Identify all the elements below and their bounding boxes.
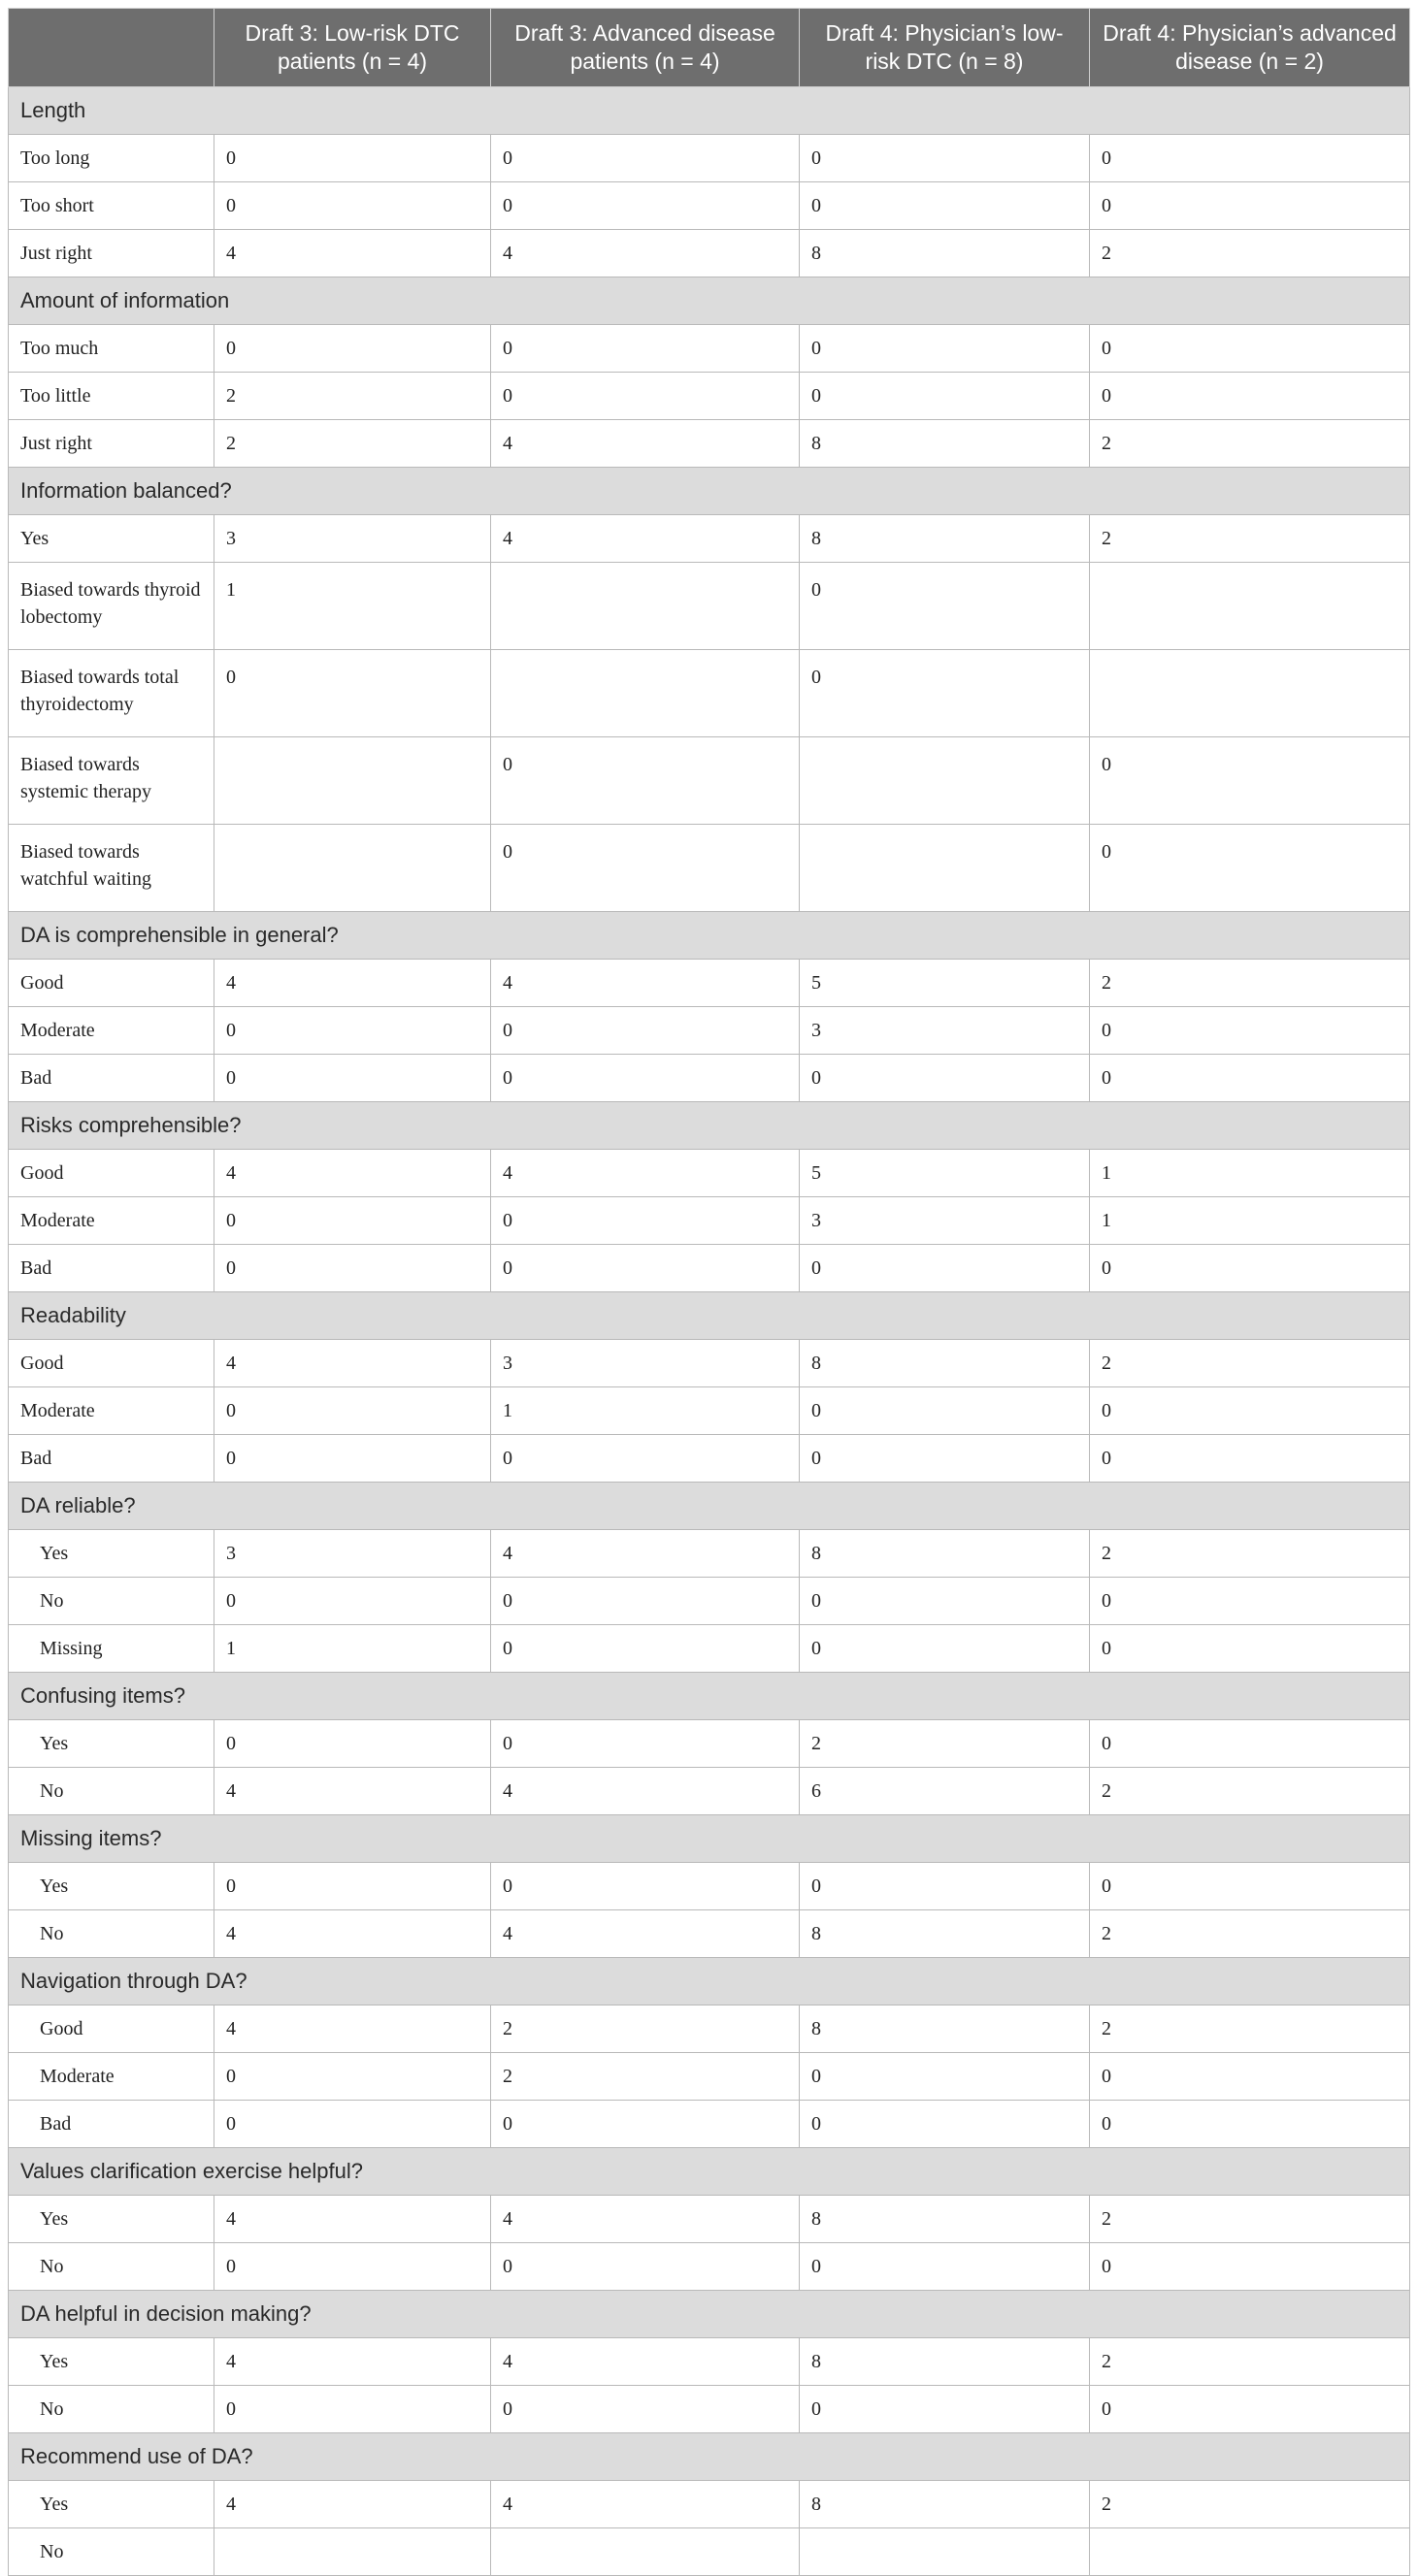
table-row [9,1910,1410,1958]
value-cell: 0 [1090,825,1410,912]
value-cell: 2 [1090,1340,1410,1387]
value-cell: 0 [1090,1863,1410,1910]
value-cell: 2 [1090,2196,1410,2243]
value-cell: 4 [491,420,800,468]
value-cell: 0 [491,135,800,182]
value-cell: 0 [214,2243,491,2291]
value-cell [800,2528,1090,2576]
row-label: Yes [9,2338,214,2386]
value-cell: 1 [491,1387,800,1435]
value-cell: 8 [800,1340,1090,1387]
value-cell: 2 [491,2005,800,2053]
value-cell: 8 [800,1530,1090,1578]
table-row [9,1245,1410,1292]
section-header-row [9,1102,1410,1150]
value-cell: 4 [214,1340,491,1387]
table-row [9,650,1410,737]
table-row [9,420,1410,468]
section-header-row [9,277,1410,325]
header-draft4-advanced: Draft 4: Physician’s advanced disease (n = 2) [1090,9,1410,87]
value-cell: 0 [491,1578,800,1625]
value-cell [491,650,800,737]
row-label: Just right [9,420,214,468]
value-cell: 0 [1090,2243,1410,2291]
value-cell: 2 [214,373,491,420]
row-label: Too little [9,373,214,420]
value-cell: 2 [214,420,491,468]
row-label: Just right [9,230,214,277]
value-cell: 0 [800,182,1090,230]
value-cell: 1 [1090,1150,1410,1197]
value-cell: 0 [800,1863,1090,1910]
value-cell: 0 [1090,1387,1410,1435]
table-row [9,515,1410,563]
table-row [9,1435,1410,1483]
table-row [9,2005,1410,2053]
value-cell: 0 [800,563,1090,650]
section-title: Recommend use of DA? [9,2433,1410,2481]
value-cell: 2 [1090,420,1410,468]
row-label: Missing [9,1625,214,1673]
row-label: Moderate [9,1007,214,1055]
row-label: No [9,2528,214,2576]
value-cell: 0 [800,1578,1090,1625]
value-cell: 0 [214,1863,491,1910]
section-header-row [9,2291,1410,2338]
value-cell: 6 [800,1768,1090,1815]
value-cell: 0 [1090,1625,1410,1673]
table-row [9,1387,1410,1435]
table-row [9,825,1410,912]
table-row [9,135,1410,182]
section-header-row [9,1292,1410,1340]
section-header-row [9,468,1410,515]
value-cell: 4 [214,2338,491,2386]
value-cell: 4 [491,1150,800,1197]
section-title: Confusing items? [9,1673,1410,1720]
value-cell: 0 [491,182,800,230]
value-cell: 0 [1090,135,1410,182]
value-cell [1090,563,1410,650]
row-label: Bad [9,1055,214,1102]
table-row [9,737,1410,825]
value-cell: 0 [214,2386,491,2433]
table-body [9,87,1410,2576]
row-label: Yes [9,1720,214,1768]
row-label: No [9,1910,214,1958]
table-row [9,2243,1410,2291]
value-cell: 4 [491,2196,800,2243]
value-cell: 0 [800,2386,1090,2433]
value-cell [491,563,800,650]
header-draft4-lowrisk: Draft 4: Physician’s low-risk DTC (n = 8) [800,9,1090,87]
value-cell: 0 [1090,2053,1410,2101]
value-cell: 0 [491,1055,800,1102]
value-cell: 4 [491,2481,800,2528]
section-title: Amount of information [9,277,1410,325]
table-row [9,2338,1410,2386]
results-table [8,8,1410,2576]
value-cell: 1 [214,563,491,650]
value-cell: 0 [491,1720,800,1768]
value-cell: 0 [491,1863,800,1910]
value-cell: 4 [491,960,800,1007]
value-cell: 0 [214,2053,491,2101]
row-label: Good [9,960,214,1007]
value-cell: 0 [800,1055,1090,1102]
value-cell: 8 [800,1910,1090,1958]
row-label: Good [9,1340,214,1387]
table-row [9,373,1410,420]
header-draft3-lowrisk: Draft 3: Low-risk DTC patients (n = 4) [214,9,491,87]
value-cell: 4 [214,2005,491,2053]
value-cell: 2 [1090,230,1410,277]
value-cell: 5 [800,960,1090,1007]
value-cell: 0 [800,2243,1090,2291]
results-table-container [8,8,1409,2576]
section-title: Readability [9,1292,1410,1340]
value-cell: 1 [1090,1197,1410,1245]
value-cell [214,825,491,912]
value-cell [800,737,1090,825]
value-cell: 0 [214,182,491,230]
table-row [9,960,1410,1007]
value-cell: 0 [800,135,1090,182]
value-cell: 0 [1090,1435,1410,1483]
table-row [9,1007,1410,1055]
value-cell: 0 [1090,373,1410,420]
value-cell: 0 [491,1625,800,1673]
table-row [9,1340,1410,1387]
value-cell: 4 [491,2338,800,2386]
table-row [9,1863,1410,1910]
value-cell: 0 [800,1245,1090,1292]
value-cell: 3 [800,1007,1090,1055]
section-title: Risks comprehensible? [9,1102,1410,1150]
section-header-row [9,912,1410,960]
value-cell: 0 [1090,1007,1410,1055]
value-cell: 2 [800,1720,1090,1768]
row-label: Yes [9,515,214,563]
value-cell [1090,2528,1410,2576]
value-cell: 0 [800,1387,1090,1435]
section-header-row [9,1958,1410,2005]
value-cell: 0 [214,325,491,373]
value-cell: 4 [214,2481,491,2528]
value-cell: 0 [214,650,491,737]
section-header-row [9,87,1410,135]
table-row [9,1197,1410,1245]
header-blank [9,9,214,87]
value-cell: 0 [1090,1055,1410,1102]
value-cell: 0 [214,1055,491,1102]
value-cell [800,825,1090,912]
row-label: Too short [9,182,214,230]
value-cell: 2 [491,2053,800,2101]
value-cell: 0 [214,135,491,182]
value-cell: 0 [214,1720,491,1768]
value-cell: 0 [491,737,800,825]
value-cell: 4 [214,230,491,277]
value-cell: 0 [491,1435,800,1483]
value-cell: 2 [1090,960,1410,1007]
row-label: Yes [9,2481,214,2528]
value-cell: 2 [1090,2338,1410,2386]
value-cell: 0 [214,1387,491,1435]
value-cell: 0 [491,2101,800,2148]
section-title: Length [9,87,1410,135]
value-cell: 4 [491,1910,800,1958]
table-header [9,9,1410,87]
value-cell: 8 [800,420,1090,468]
value-cell: 0 [491,2243,800,2291]
table-row [9,1055,1410,1102]
row-label: Yes [9,1863,214,1910]
value-cell [214,2528,491,2576]
value-cell: 3 [214,515,491,563]
value-cell: 0 [800,650,1090,737]
row-label: Too long [9,135,214,182]
value-cell: 0 [1090,1578,1410,1625]
table-row [9,2053,1410,2101]
value-cell: 1 [214,1625,491,1673]
section-title: DA reliable? [9,1483,1410,1530]
value-cell: 4 [491,1530,800,1578]
value-cell: 3 [214,1530,491,1578]
value-cell: 2 [1090,2005,1410,2053]
value-cell: 0 [491,1245,800,1292]
table-row [9,1150,1410,1197]
row-label: No [9,2243,214,2291]
value-cell: 0 [1090,2386,1410,2433]
value-cell: 4 [491,230,800,277]
table-row [9,2196,1410,2243]
value-cell: 0 [214,1007,491,1055]
value-cell: 0 [491,2386,800,2433]
value-cell: 4 [214,1150,491,1197]
value-cell: 0 [1090,325,1410,373]
value-cell: 2 [1090,515,1410,563]
row-label: Moderate [9,1387,214,1435]
value-cell: 4 [214,2196,491,2243]
row-label: Bad [9,2101,214,2148]
section-header-row [9,2148,1410,2196]
table-row [9,1530,1410,1578]
value-cell: 4 [491,515,800,563]
row-label: Moderate [9,2053,214,2101]
value-cell: 2 [1090,1910,1410,1958]
value-cell: 0 [1090,737,1410,825]
table-row [9,1768,1410,1815]
row-label: No [9,1768,214,1815]
value-cell: 5 [800,1150,1090,1197]
row-label: Biased towards thyroid lobectomy [9,563,214,650]
header-row [9,9,1410,87]
table-row [9,182,1410,230]
row-label: Bad [9,1435,214,1483]
section-title: Information balanced? [9,468,1410,515]
row-label: Too much [9,325,214,373]
value-cell: 4 [214,960,491,1007]
table-row [9,2528,1410,2576]
value-cell: 8 [800,2481,1090,2528]
section-header-row [9,1673,1410,1720]
value-cell: 0 [800,373,1090,420]
value-cell: 0 [491,825,800,912]
section-title: DA helpful in decision making? [9,2291,1410,2338]
row-label: Yes [9,1530,214,1578]
table-row [9,230,1410,277]
value-cell: 8 [800,230,1090,277]
value-cell: 0 [214,1435,491,1483]
value-cell: 0 [491,373,800,420]
value-cell: 0 [1090,2101,1410,2148]
row-label: Biased towards systemic therapy [9,737,214,825]
section-title: Missing items? [9,1815,1410,1863]
section-header-row [9,1815,1410,1863]
value-cell: 8 [800,515,1090,563]
table-row [9,1720,1410,1768]
value-cell: 3 [800,1197,1090,1245]
table-row [9,2481,1410,2528]
row-label: Good [9,1150,214,1197]
section-header-row [9,2433,1410,2481]
value-cell: 2 [1090,1768,1410,1815]
value-cell: 0 [491,1197,800,1245]
section-title: DA is comprehensible in general? [9,912,1410,960]
row-label: Biased towards total thyroidectomy [9,650,214,737]
row-label: Biased towards watchful waiting [9,825,214,912]
table-row [9,563,1410,650]
value-cell: 0 [214,1578,491,1625]
section-title: Navigation through DA? [9,1958,1410,2005]
value-cell: 8 [800,2196,1090,2243]
value-cell: 0 [800,1435,1090,1483]
value-cell: 2 [1090,2481,1410,2528]
value-cell [214,737,491,825]
value-cell: 4 [214,1910,491,1958]
value-cell: 0 [491,1007,800,1055]
table-row [9,1625,1410,1673]
row-label: Bad [9,1245,214,1292]
value-cell: 0 [800,325,1090,373]
value-cell [491,2528,800,2576]
value-cell: 0 [491,325,800,373]
value-cell: 0 [1090,182,1410,230]
table-row [9,325,1410,373]
value-cell: 3 [491,1340,800,1387]
value-cell: 0 [214,2101,491,2148]
value-cell: 8 [800,2005,1090,2053]
row-label: No [9,2386,214,2433]
value-cell [1090,650,1410,737]
value-cell: 0 [1090,1720,1410,1768]
value-cell: 0 [800,1625,1090,1673]
section-title: Values clarification exercise helpful? [9,2148,1410,2196]
table-row [9,2101,1410,2148]
value-cell: 0 [214,1245,491,1292]
section-header-row [9,1483,1410,1530]
value-cell: 4 [214,1768,491,1815]
value-cell: 0 [800,2101,1090,2148]
value-cell: 0 [1090,1245,1410,1292]
value-cell: 2 [1090,1530,1410,1578]
header-draft3-advanced: Draft 3: Advanced disease patients (n = 4) [491,9,800,87]
table-row [9,2386,1410,2433]
value-cell: 0 [214,1197,491,1245]
row-label: Moderate [9,1197,214,1245]
table-row [9,1578,1410,1625]
row-label: Yes [9,2196,214,2243]
value-cell: 0 [800,2053,1090,2101]
value-cell: 4 [491,1768,800,1815]
value-cell: 8 [800,2338,1090,2386]
row-label: Good [9,2005,214,2053]
row-label: No [9,1578,214,1625]
